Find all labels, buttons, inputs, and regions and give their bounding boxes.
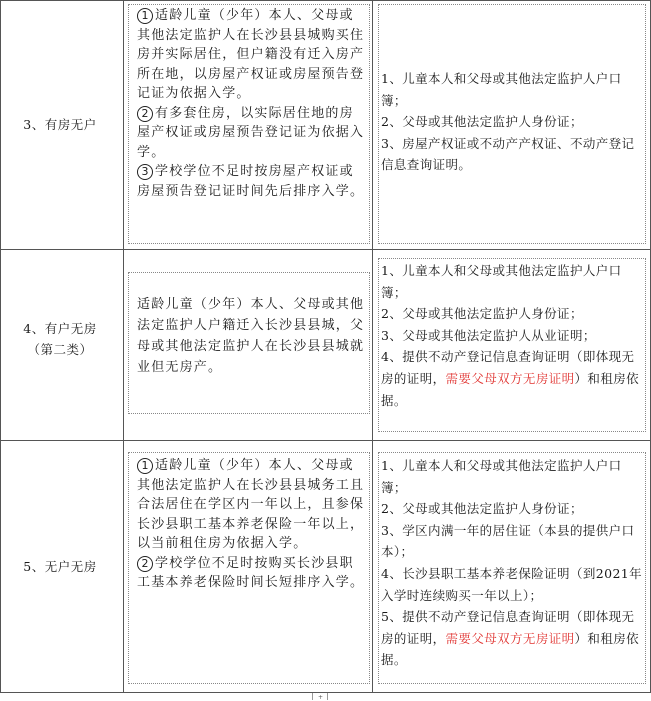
conditions-cell (137, 456, 365, 593)
category-subline: （第二类） (27, 342, 93, 357)
material-text: ）和租房依据。 (381, 370, 640, 408)
column-divider (372, 0, 373, 692)
circled-number: 2 (137, 556, 153, 572)
row-category-label: 5、无户无房 (23, 559, 97, 574)
table-border-top (0, 0, 651, 1)
circled-number: 1 (137, 8, 153, 24)
highlight-requirement: 需要父母双方无房证明 (445, 370, 575, 386)
material-item: 2、父母或其他法定监护人身份证； (381, 306, 583, 322)
column-divider (0, 0, 1, 692)
circled-number: 3 (137, 164, 153, 180)
material-item: 1、儿童本人和父母或其他法定监护人户口簿； (381, 458, 622, 495)
condition-item (137, 162, 365, 201)
condition-text: 适龄儿童（少年）本人、父母或其他法定监护人在长沙县县城务工且合法居住在学区内一年以上，且参保长沙县职工基本养老保险一年以上，以当前租住房为依据入学。 (137, 458, 365, 551)
material-text: 5、提供不动产登记信息查询证明（即体现无房的证明， (381, 609, 635, 646)
plus-icon: + (318, 694, 324, 701)
conditions-cell (137, 294, 365, 378)
circled-number: 1 (137, 458, 153, 474)
materials-cell (381, 455, 643, 671)
material-text: 4、提供不动产登记信息查询证明（即体现无房的证明， (381, 349, 635, 386)
row-divider (0, 249, 651, 250)
material-item: 3、房屋产权证或不动产产权证、不动产登记信息查询证明。 (381, 135, 635, 173)
category-line: 4、有户无房 (23, 321, 97, 336)
row-divider (0, 440, 651, 441)
condition-text: 学校学位不足时按购买长沙县职工基本养老保险时间长短排序入学。 (137, 555, 365, 590)
column-divider (123, 0, 124, 692)
conditions-cell (137, 6, 365, 201)
highlight-requirement: 需要父母双方无房证明 (445, 630, 575, 646)
condition-item (137, 554, 365, 593)
material-item: 2、父母或其他法定监护人身份证； (381, 501, 583, 517)
materials-cell (381, 68, 643, 176)
material-item: 3、父母或其他法定监护人从业证明； (381, 327, 596, 343)
material-item: 4、长沙县职工基本养老保险证明（到2021年入学时连续购买一年以上）； (381, 565, 643, 603)
condition-text: 有多套住房，以实际居住地的房屋产权证或房屋预告登记证为依据入学。 (137, 105, 365, 160)
material-item: 2、父母或其他法定监护人身份证； (381, 114, 583, 130)
condition-item (137, 104, 365, 163)
material-text: ）和租房依据。 (381, 630, 640, 668)
row-category-label (4, 318, 116, 360)
row-category-label: 3、有房无户 (23, 117, 97, 132)
material-item (381, 346, 643, 411)
circled-number: 2 (137, 106, 153, 122)
condition-text: 适龄儿童（少年）本人、父母或其他法定监护人户籍迁入长沙县县城，父母或其他法定监护人在长沙县县城就业但无房产。 (137, 297, 365, 375)
condition-text: 适龄儿童（少年）本人、父母或其他法定监护人在长沙县县城购买住房并实际居住，但户籍没有迁入房产所在地，以房屋产权证或房屋预告登记证为依据入学。 (137, 8, 365, 101)
condition-item (137, 456, 365, 554)
materials-cell (381, 260, 643, 411)
material-item: 1、儿童本人和父母或其他法定监护人户口簿； (381, 71, 622, 108)
material-item: 1、儿童本人和父母或其他法定监护人户口簿； (381, 263, 622, 300)
condition-item (137, 6, 365, 104)
condition-text: 学校学位不足时按房屋产权证或房屋预告登记证时间先后排序入学。 (137, 164, 365, 199)
material-item (381, 606, 643, 671)
material-item: 3、学区内满一年的居住证（本县的提供户口本）； (381, 522, 635, 560)
